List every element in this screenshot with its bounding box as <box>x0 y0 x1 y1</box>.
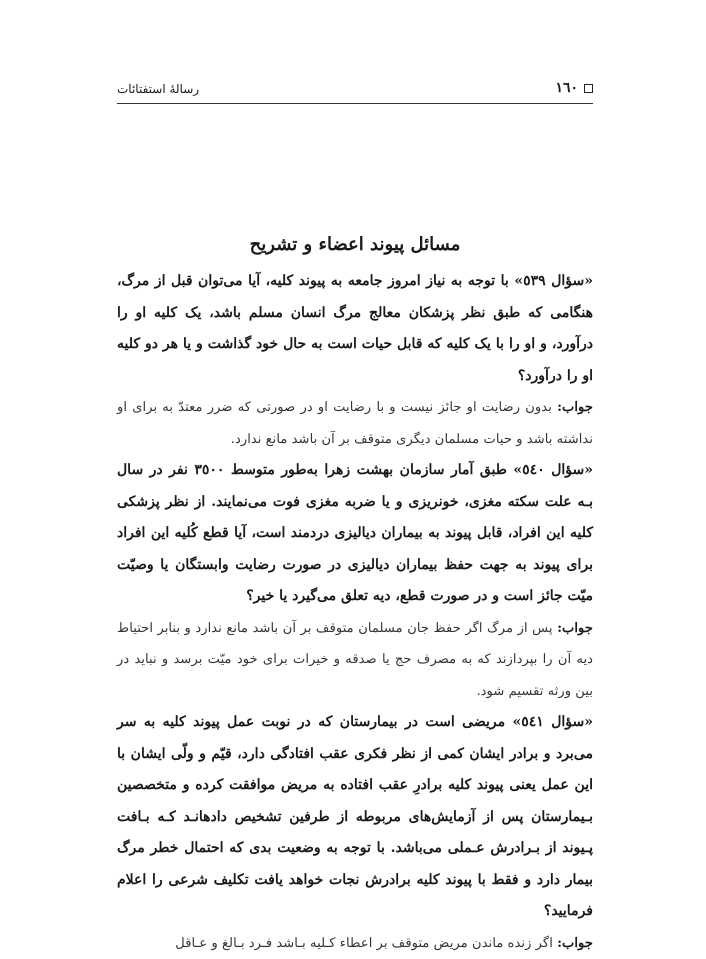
section-title: مسائل پیوند اعضاء و تشریح <box>249 234 461 255</box>
answer-text: اگر زنده ماندن مریض متوقف بر اعطاء کـلیه بـاشد فـرد بـالغ و عـاقل <box>175 935 553 951</box>
question-540: «سؤال ٥٤٠» طبق آمار سازمان بهشت زهرا به‌طور متوسط ٣٥٠٠ نفر در سال بـه علت سکته مغزی، خونریزی و یا ضربه مغزی فوت می‌نمایند. از نظر پزشکی کلیه این افراد، قابل پیوند به بیماران دیالیزی دردمند است، آیا قطع کُلیه این افراد برای پیوند به جهت حفظ بیماران دیالیزی در صورت رضایت وابستگان یا وصیّت میّت جائز است و در صورت قطع، دیه تعلق می‌گیرد یا خیر؟ <box>117 462 593 604</box>
answer-541 <box>117 928 593 959</box>
answer-text: بدون رضایت او جائز نیست و با رضایت او در صورتی که ضرر معتدّ به برای او نداشته باشد و حیات مسلمان دیگری متوقف بر آن باشد مانع ندارد. <box>117 400 593 447</box>
running-title: رسالۀ استفتائات <box>117 82 200 96</box>
answer-label: جواب: <box>557 400 593 415</box>
answer-label: جواب: <box>557 935 593 951</box>
answer-539 <box>117 392 593 455</box>
answer-540 <box>117 613 593 708</box>
answer-label: جواب: <box>557 620 593 636</box>
question-541: «سؤال ٥٤١» مریضی است در بیمارستان که در نوبت عمل پیوند کلیه به سر می‌برد و برادر ایشان کمی از نظر فکری عقب افتادگی دارد، قیّم و ولّی ایشان با این عمل یعنی پیوند کلیه برادرِ عقب افتاده به مریض موافقت کرده و متخصصین بـیمارستان پس از آزمایش‌های مربوطه از طرفین تشخیص دادهانـد کـه بـافت پـیوند از بـرادرش عـملی می‌باشد. با توجه به وضعیت بدی که احتمال خطر مرگ بیمار دارد و فقط با پیوند کلیه برادرش نجات خواهد یافت تکلیف شرعی را اعلام فرمایید؟ <box>117 714 594 919</box>
answer-text: پس از مرگ اگر حفظ جان مسلمان متوقف بر آن باشد مانع ندارد و بنابر احتیاط دیه آن را بپردازند که به مصرف حج یا صدقه و خیرات برای خود میّت برسد و نباید در بین ورثه تقسیم شود. <box>117 620 593 699</box>
page-number-text: ١٦٠ <box>555 80 578 96</box>
square-bullet-icon <box>584 84 593 93</box>
question-539: «سؤال ٥٣٩» با توجه به نیاز امروز جامعه به پیوند کلیه، آیا می‌توان قبل از مرگ، هنگامی که طبق نظر پزشکان معالج مرگ انسان مسلم باشد، یک کلیه او را درآورد، و او را با یک کلیه که قابل حیات است به حال خود گذاشت و یا هر دو کلیه او را درآورد؟ <box>117 273 594 384</box>
page-header <box>117 80 593 100</box>
page-number <box>555 80 593 96</box>
main-content <box>117 232 593 959</box>
header-divider <box>117 103 593 104</box>
